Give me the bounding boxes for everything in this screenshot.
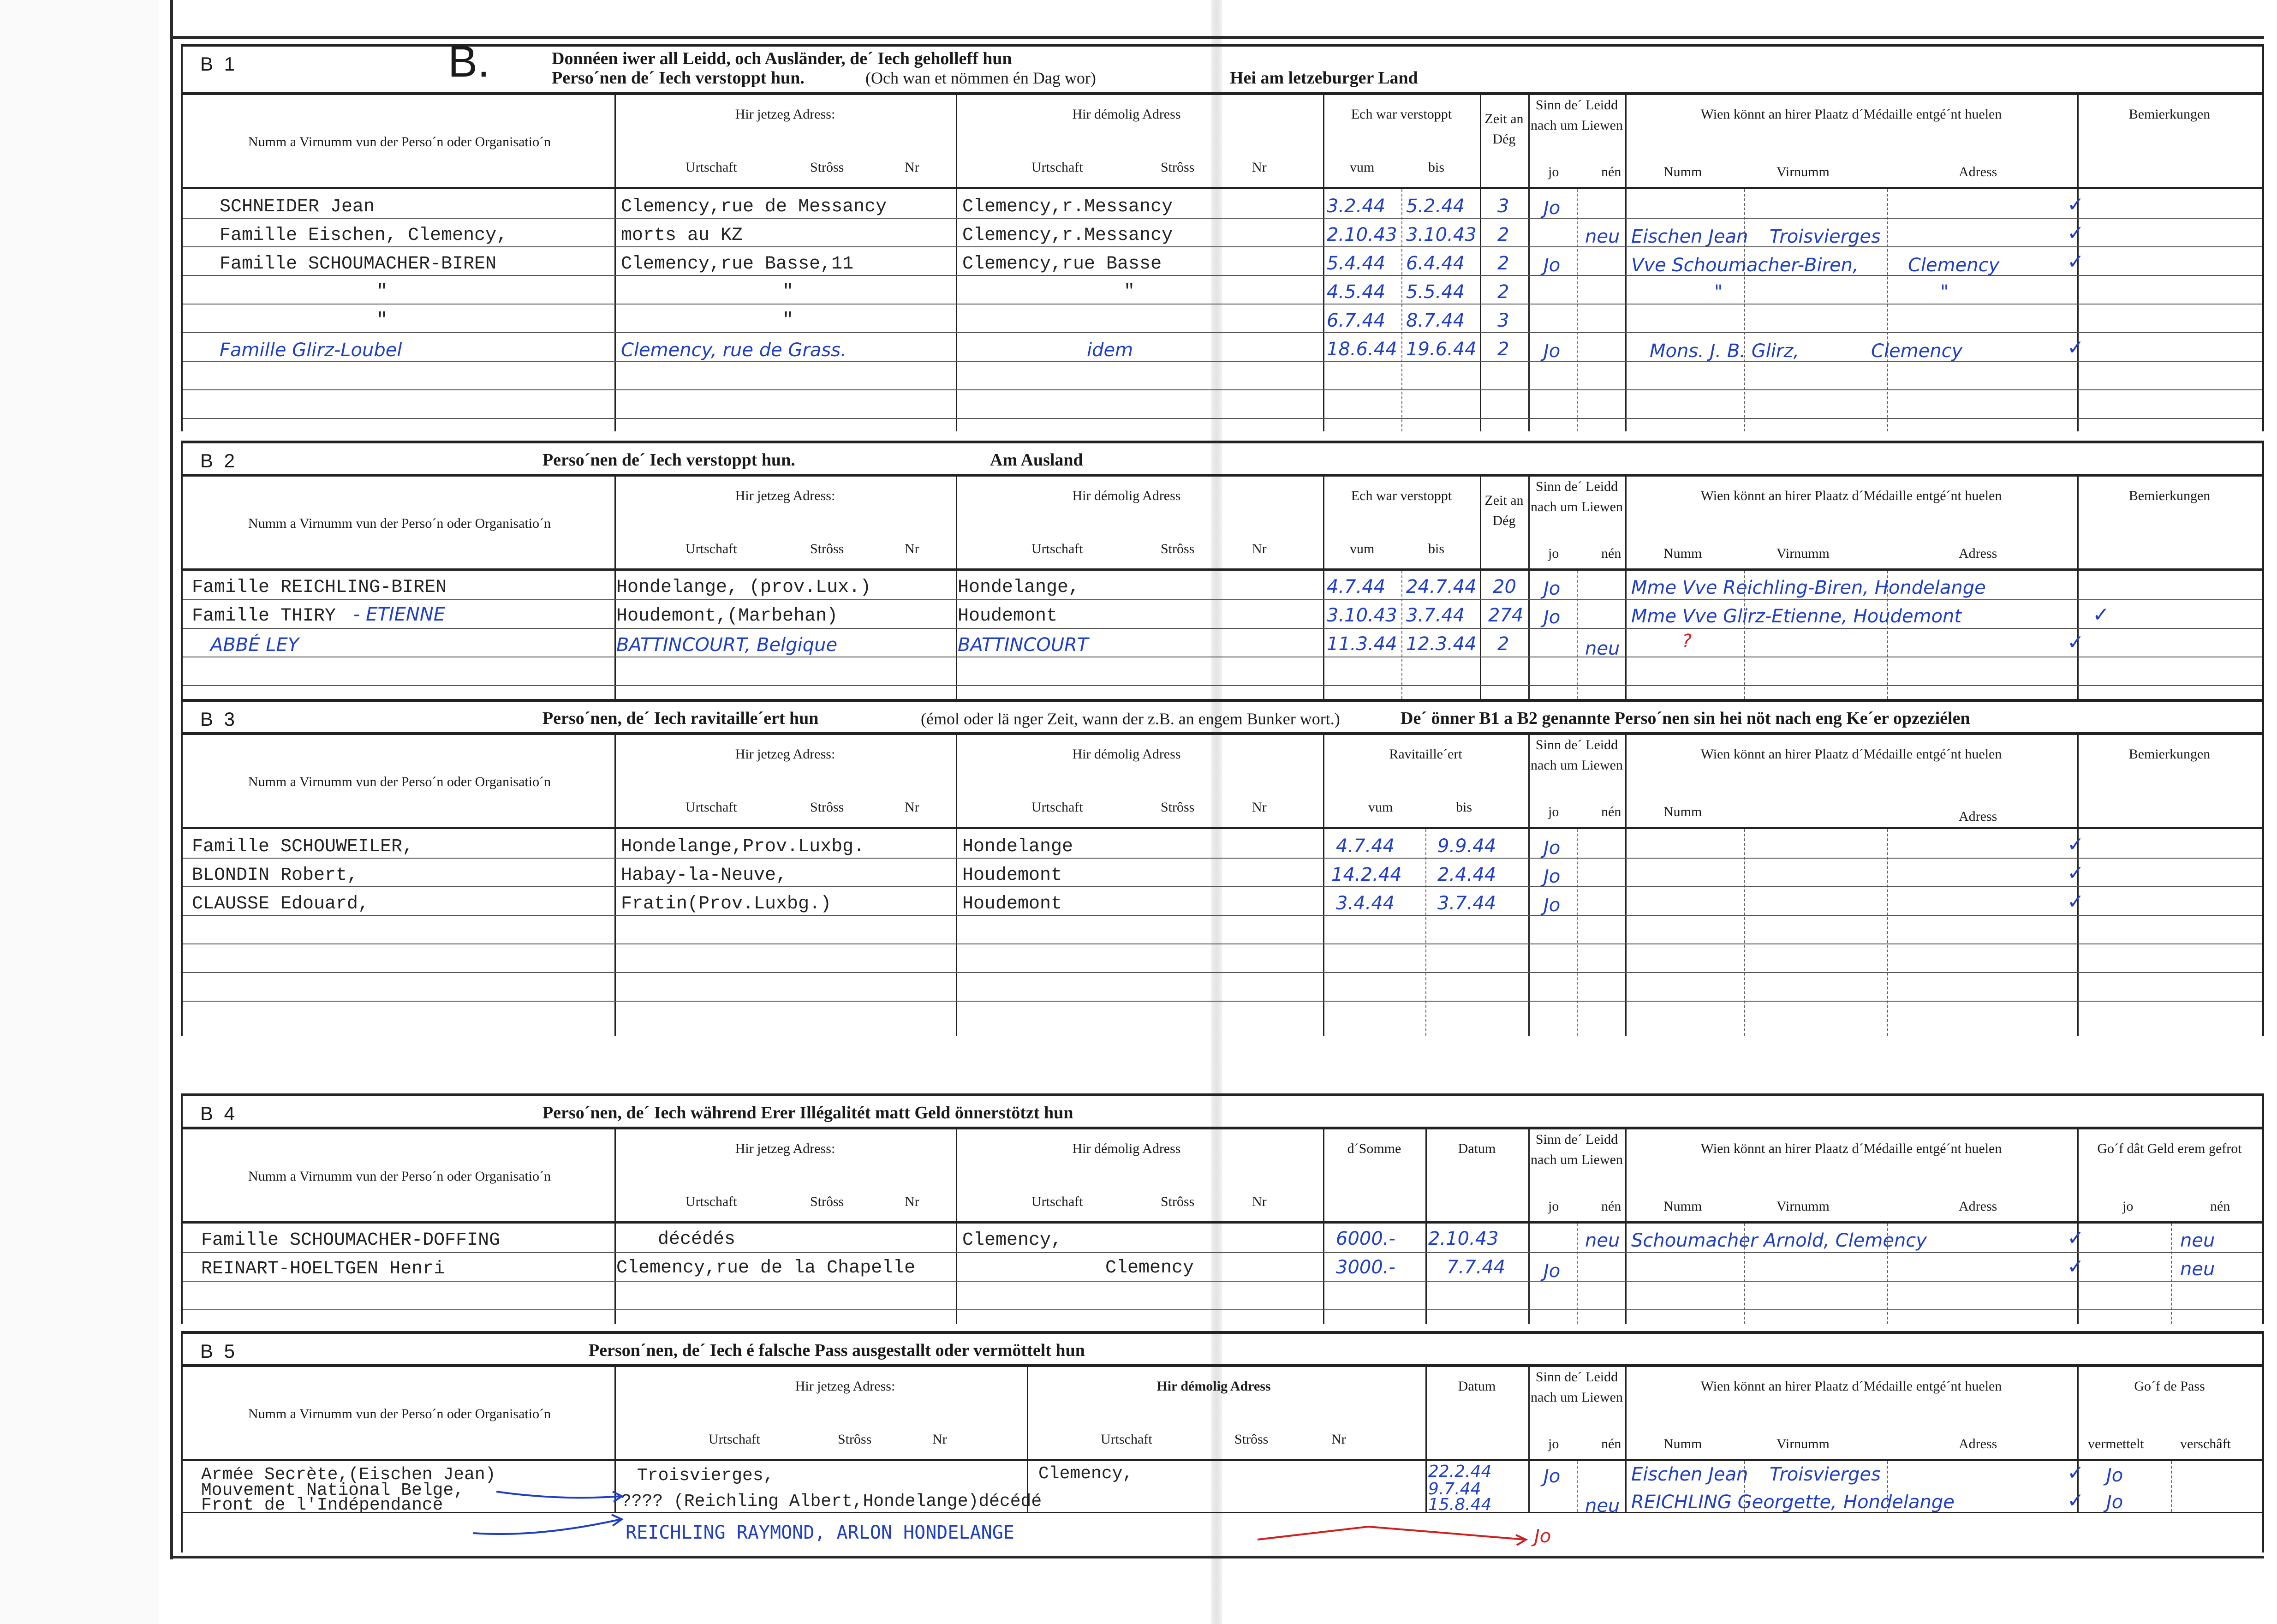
- col-sinn: Sinn de´ Leidd nach um Liewen: [1531, 1132, 1623, 1167]
- row-nen: neu: [1585, 638, 1620, 659]
- section-title: Perso´nen de´ Iech verstoppt hun.: [542, 450, 795, 470]
- section-b3-band: [183, 699, 2262, 732]
- col-stross: Strôss: [810, 1194, 844, 1209]
- row-zeit: 3: [1497, 310, 1509, 331]
- row-jo: Jo: [1544, 607, 1561, 628]
- section-title-2: Perso´nen de´ Iech verstoppt hun.: [552, 68, 805, 88]
- row-vum: 5.4.44: [1327, 253, 1386, 274]
- section-subtitle: De´ önner B1 a B2 genannte Perso´nen sin hei nöt nach eng Ke´er opzeziélen: [1401, 709, 1970, 728]
- row-name: Famille SCHOUMACHER-DOFFING: [201, 1230, 501, 1251]
- col-urtschaft-2: Urtschaft: [1101, 1432, 1152, 1447]
- table-body: [183, 189, 2262, 431]
- row-addr-then: Houdemont: [962, 894, 1062, 914]
- table-body: [183, 571, 2262, 699]
- section-b4-band: [183, 1093, 2262, 1127]
- section-subtitle: Am Ausland: [990, 450, 1083, 470]
- row-name: Famille THIRY: [192, 606, 336, 627]
- table-row: [183, 389, 2262, 419]
- row-addr-now: ???? (Reichling Albert,Hondelange)décédé: [621, 1492, 1042, 1511]
- row-somme: 3000.-: [1336, 1257, 1395, 1278]
- col-hir-demolig: Hir démolig Adress: [1072, 488, 1181, 503]
- row-name: Front de l'Indépendance: [201, 1495, 443, 1515]
- row-vir: ": [1940, 281, 1949, 303]
- row-name: Famille SCHOUMACHER-BIREN: [220, 254, 497, 275]
- col-sinn: Sinn de´ Leidd nach um Liewen: [1531, 1369, 1623, 1405]
- section-title: Donnéen iwer all Leidd, och Ausländer, de´ Iech geholleff hun: [552, 49, 1012, 68]
- section-b1-band: [183, 37, 2262, 92]
- col-hir-jetzeg: Hir jetzeg Adress:: [735, 1141, 835, 1156]
- col-nr-2: Nr: [1252, 541, 1267, 556]
- col-virnumm: Virnumm: [1776, 1199, 1830, 1214]
- col-stross: Strôss: [810, 541, 844, 556]
- row-name: ": [376, 281, 388, 302]
- col-gof-dat: Go´f dât Geld erem gefrot: [2097, 1141, 2242, 1156]
- col-bis: bis: [1456, 800, 1472, 815]
- col-nr: Nr: [905, 541, 919, 556]
- row-zeit: 20: [1493, 576, 1516, 597]
- row-addr-then: Clemency,: [1038, 1464, 1133, 1484]
- table-row: [183, 943, 2262, 973]
- row-name: Mouvement National Belge,: [201, 1481, 465, 1500]
- col-numm: Numm: [1663, 546, 1702, 561]
- check-mark-icon: ✓: [2067, 193, 2084, 216]
- scan-margin: [0, 0, 159, 1624]
- col-hir-jetzeg: Hir jetzeg Adress:: [735, 746, 835, 762]
- col-virnumm: Virnumm: [1776, 1436, 1830, 1451]
- col-bis: bis: [1428, 541, 1445, 556]
- col-wien: Wien könnt an hirer Plaatz d´Médaille entgé´nt huelen: [1700, 746, 2002, 762]
- section-code: B 4: [200, 1103, 238, 1124]
- col-urtschaft: Urtschaft: [685, 160, 737, 175]
- row-datum: 2.10.43: [1428, 1228, 1499, 1249]
- col-stross: Strôss: [810, 160, 844, 175]
- table-header: [183, 1364, 2262, 1461]
- row-addr-then: Clemency,r.Messancy: [962, 197, 1173, 217]
- row-addr-now: Hondelange,Prov.Luxbg.: [621, 836, 865, 857]
- row-addr-then: Houdemont: [962, 865, 1062, 886]
- row-gof-nen: neu: [2180, 1230, 2215, 1251]
- col-urtschaft: Urtschaft: [685, 800, 737, 815]
- row-bis: 3.7.44: [1437, 893, 1496, 914]
- col-gof-pass: Go´f de Pass: [2134, 1379, 2205, 1394]
- row-addr-now: BATTINCOURT, Belgique: [616, 634, 838, 656]
- col-nr: Nr: [932, 1432, 947, 1447]
- row-addr-now: morts au KZ: [621, 225, 743, 246]
- row-addr-now: Houdemont,(Marbehan): [616, 606, 838, 627]
- row-addr-now: Clemency, rue de Grass.: [621, 340, 846, 361]
- col-nen: nén: [1601, 546, 1621, 561]
- row-name: ABBÉ LEY: [210, 634, 299, 656]
- row-vir: Troisvierges: [1770, 226, 1881, 247]
- check-mark-icon: ✓: [2067, 1489, 2084, 1512]
- form-letter: B.: [448, 37, 490, 86]
- col-numm: Numm: [1663, 164, 1702, 179]
- section-b5: [181, 1331, 2264, 1552]
- row-name: Famille SCHOUWEILER,: [192, 836, 414, 857]
- outer-frame-bottom: [170, 1556, 2264, 1558]
- row-bis: 12.3.44: [1406, 633, 1477, 655]
- row-bis: 5.5.44: [1406, 281, 1465, 303]
- row-addr-then: Houdemont: [958, 606, 1058, 627]
- col-urtschaft: Urtschaft: [685, 1194, 737, 1209]
- col-datum: Datum: [1458, 1379, 1496, 1394]
- row-medal: Schoumacher Arnold, Clemency: [1631, 1230, 1927, 1251]
- col-ravitailleert: Ravitaille´ert: [1389, 746, 1462, 762]
- section-title: Person´nen, de´ Iech é falsche Pass ausgestallt oder vermöttelt hun: [589, 1341, 1085, 1360]
- section-b4: [181, 1093, 2264, 1324]
- row-addr-then: BATTINCOURT: [958, 634, 1089, 656]
- col-name: Numm a Virnumm vun der Perso´n oder Organisatio´n: [248, 1406, 551, 1421]
- row-datum: 9.7.44: [1428, 1480, 1481, 1499]
- row-jo: Jo: [1544, 866, 1561, 887]
- col-wien: Wien könnt an hirer Plaatz d´Médaille entgé´nt huelen: [1700, 107, 2002, 122]
- section-b5-band: [183, 1331, 2262, 1364]
- row-zeit: 2: [1497, 281, 1509, 303]
- row-vum: 11.3.44: [1327, 633, 1397, 655]
- row-jo: Jo: [1544, 578, 1561, 599]
- section-code: B 2: [200, 450, 238, 472]
- row-addr-then: Clemency,r.Messancy: [962, 225, 1173, 246]
- col-nen: nén: [1601, 1199, 1621, 1214]
- col-wien: Wien könnt an hirer Plaatz d´Médaille entgé´nt huelen: [1700, 488, 2002, 503]
- row-nen: neu: [1585, 226, 1620, 247]
- col-urtschaft-2: Urtschaft: [1031, 541, 1083, 556]
- row-addr-then: Clemency,: [962, 1230, 1062, 1251]
- row-jo: Jo: [1544, 255, 1561, 276]
- table-header: [183, 474, 2262, 571]
- col-adress: Adress: [1959, 164, 1997, 179]
- col-stross-2: Strôss: [1161, 541, 1195, 556]
- row-vir: Troisvierges: [1770, 1464, 1881, 1485]
- row-name: ": [376, 310, 388, 331]
- row-zeit: 2: [1497, 633, 1509, 655]
- row-bis: 6.4.44: [1406, 253, 1465, 274]
- col-numm: Numm: [1663, 804, 1702, 819]
- row-addr-now: Hondelange, (prov.Lux.): [616, 577, 871, 598]
- row-vum: 4.7.44: [1336, 836, 1395, 857]
- table-row: [183, 628, 2262, 657]
- col-vum: vum: [1368, 800, 1393, 815]
- check-mark-icon: ✓: [2067, 1226, 2084, 1250]
- table-header: [183, 92, 2262, 189]
- row-vum: 3.10.43: [1327, 605, 1397, 626]
- check-mark-icon: ✓: [2067, 1461, 2084, 1485]
- col-bis: bis: [1428, 160, 1445, 175]
- row-vum: 14.2.44: [1331, 864, 1402, 885]
- col-somme: d´Somme: [1347, 1141, 1401, 1156]
- table-row: [183, 361, 2262, 390]
- row-zeit: 3: [1497, 196, 1509, 217]
- col-jo: jo: [1548, 1436, 1559, 1451]
- table-row: [183, 304, 2262, 333]
- table-header: [183, 1127, 2262, 1224]
- col-sinn: Sinn de´ Leidd nach um Liewen: [1531, 97, 1623, 133]
- row-datum: 15.8.44: [1428, 1495, 1492, 1514]
- row-medal: Eischen Jean: [1631, 226, 1748, 247]
- col-nr-2: Nr: [1331, 1432, 1346, 1447]
- col-zeit: Zeit an Dég: [1484, 493, 1524, 528]
- row-addr-then: ": [1124, 281, 1135, 302]
- section-b3: [181, 699, 2264, 1036]
- col-nr-2: Nr: [1252, 160, 1267, 175]
- col-datum: Datum: [1458, 1141, 1496, 1156]
- arrow-icon: [469, 1487, 626, 1542]
- row-addr-then: Hondelange,: [958, 577, 1080, 598]
- row-zeit: 274: [1488, 605, 1524, 626]
- row-name: Famille REICHLING-BIREN: [192, 577, 447, 598]
- col-nr: Nr: [905, 160, 919, 175]
- table-row: [183, 829, 2262, 859]
- row-name: BLONDIN Robert,: [192, 865, 358, 886]
- col-nr-2: Nr: [1252, 1194, 1267, 1209]
- col-bemierkungen: Bemierkungen: [2128, 746, 2211, 762]
- row-medal: ": [1714, 281, 1723, 303]
- check-mark-icon: ✓: [2067, 833, 2084, 856]
- col-sinn: Sinn de´ Leidd nach um Liewen: [1531, 479, 1623, 514]
- check-mark-icon: ✓: [2067, 890, 2084, 914]
- col-stross: Strôss: [838, 1432, 872, 1447]
- row-bis: 8.7.44: [1406, 310, 1465, 331]
- row-name-addition: - ETIENNE: [353, 604, 446, 625]
- row-name: Famille Glirz-Loubel: [220, 340, 402, 361]
- section-code: B 1: [200, 53, 238, 75]
- col-name: Numm a Virnumm vun der Perso´n oder Organisatio´n: [248, 1169, 551, 1184]
- row-zeit: 2: [1497, 253, 1509, 274]
- col-urtschaft: Urtschaft: [709, 1432, 760, 1447]
- row-zeit: 2: [1497, 339, 1509, 360]
- row-vum: 4.7.44: [1327, 576, 1386, 597]
- col-jo: jo: [1548, 164, 1559, 179]
- col-bemierkungen: Bemierkungen: [2128, 488, 2211, 503]
- row-bis: 2.4.44: [1437, 864, 1496, 885]
- col-urtschaft-2: Urtschaft: [1031, 1194, 1083, 1209]
- row-addr-then: idem: [1087, 340, 1133, 361]
- section-b2: [181, 441, 2264, 699]
- col-hir-jetzeg: Hir jetzeg Adress:: [735, 107, 835, 122]
- row-medal: ?: [1682, 631, 1692, 652]
- footnote-handwritten: REICHLING RAYMOND, ARLON HONDELANGE: [626, 1522, 1014, 1543]
- col-verschaft: verschâft: [2180, 1436, 2231, 1451]
- form-sheet: [181, 37, 2264, 1552]
- col-jo: jo: [1548, 546, 1559, 561]
- section-note: (Och wan et nömmen én Dag wor): [865, 69, 1096, 87]
- row-name: Armée Secrète,(Eischen Jean): [201, 1465, 496, 1485]
- table-row: [183, 886, 2262, 916]
- section-title: Perso´nen, de´ Iech während Erer Illégalitét matt Geld önnerstötzt hun: [542, 1103, 1073, 1122]
- col-vum: vum: [1350, 160, 1375, 175]
- row-bis: 24.7.44: [1406, 576, 1477, 597]
- check-mark-icon: ✓: [2067, 336, 2084, 359]
- col-stross-2: Strôss: [1161, 1194, 1195, 1209]
- arrow-icon: [1253, 1521, 1530, 1549]
- row-name: Famille Eischen, Clemency,: [220, 225, 508, 246]
- row-bis: 9.9.44: [1437, 836, 1496, 857]
- col-hir-demolig: Hir démolig Adress: [1156, 1379, 1271, 1394]
- col-adress: Adress: [1959, 1436, 1997, 1451]
- col-zeit: Zeit an Dég: [1484, 111, 1524, 147]
- col-stross-2: Strôss: [1161, 800, 1195, 815]
- footnote-red: Jo: [1534, 1526, 1551, 1547]
- table-row: [183, 1281, 2262, 1310]
- row-gof-nen: neu: [2180, 1259, 2215, 1280]
- check-mark-icon: ✓: [2067, 250, 2084, 274]
- section-code: B 3: [200, 708, 238, 730]
- col-adress: Adress: [1959, 546, 1997, 561]
- check-mark-icon: ✓: [2067, 1255, 2084, 1278]
- row-vum: 18.6.44: [1327, 339, 1397, 360]
- col-numm: Numm: [1663, 1199, 1702, 1214]
- col-adress: Adress: [1959, 809, 1997, 824]
- section-b1: [181, 37, 2264, 431]
- col-ech-war: Ech war verstoppt: [1351, 488, 1452, 503]
- row-addr-now: Fratin(Prov.Luxbg.): [621, 894, 832, 914]
- col-nr-2: Nr: [1252, 800, 1267, 815]
- table-row: [183, 1252, 2262, 1282]
- row-vir: Clemency: [1871, 340, 1963, 362]
- col-hir-demolig: Hir démolig Adress: [1072, 746, 1181, 762]
- col-vermettelt: vermettelt: [2088, 1436, 2144, 1451]
- col-virnumm: Virnumm: [1776, 546, 1830, 561]
- col-name: Numm a Virnumm vun der Perso´n oder Organisatio´n: [248, 134, 551, 149]
- row-vum: 3.4.44: [1336, 893, 1395, 914]
- row-jo: Jo: [1544, 1466, 1561, 1487]
- table-row: [183, 972, 2262, 1002]
- row-nen: neu: [1585, 1495, 1620, 1517]
- row-bis: 3.7.44: [1406, 605, 1465, 626]
- row-medal: Vve Schoumacher-Biren,: [1631, 255, 1859, 276]
- table-row: [183, 858, 2262, 887]
- col-jo: jo: [1548, 1199, 1559, 1214]
- row-medal: Mme Vve Reichling-Biren, Hondelange: [1631, 577, 1986, 598]
- table-row: [183, 915, 2262, 944]
- row-addr-then: Hondelange: [962, 836, 1073, 857]
- row-vir: Hondelange: [1843, 1492, 1955, 1513]
- row-vermettelt: Jo: [2106, 1465, 2123, 1486]
- col-sinn: Sinn de´ Leidd nach um Liewen: [1531, 737, 1623, 773]
- outer-frame-left: [170, 0, 173, 1559]
- table-row: [183, 189, 2262, 219]
- col-name: Numm a Virnumm vun der Perso´n oder Organisatio´n: [248, 516, 551, 531]
- row-bis: 5.2.44: [1406, 196, 1465, 217]
- check-mark-icon: ✓: [2092, 603, 2110, 627]
- col-urtschaft: Urtschaft: [685, 541, 737, 556]
- col-adress: Adress: [1959, 1199, 1997, 1214]
- row-datum: 7.7.44: [1447, 1257, 1506, 1278]
- col-nr: Nr: [905, 1194, 919, 1209]
- col-urtschaft-2: Urtschaft: [1031, 160, 1083, 175]
- col-stross-2: Strôss: [1161, 160, 1195, 175]
- col-stross-2: Strôss: [1234, 1432, 1269, 1447]
- row-jo: Jo: [1544, 895, 1561, 916]
- col-nr: Nr: [905, 800, 919, 815]
- row-addr-then: Clemency,rue Basse: [962, 254, 1162, 275]
- row-bis: 3.10.43: [1406, 224, 1477, 245]
- check-mark-icon: ✓: [2067, 221, 2084, 245]
- row-addr-now: Clemency,rue de la Chapelle: [616, 1258, 916, 1278]
- table-body: [183, 1224, 2262, 1324]
- col-ech-war: Ech war verstoppt: [1351, 107, 1452, 122]
- row-vum: 4.5.44: [1327, 281, 1386, 303]
- col-jo: jo: [1548, 804, 1559, 819]
- section-note: (émol oder lä nger Zeit, wann der z.B. an engem Bunker wort.): [921, 710, 1340, 728]
- table-row: [183, 275, 2262, 304]
- row-somme: 6000.-: [1336, 1228, 1395, 1249]
- row-addr-now: Habay-la-Neuve,: [621, 865, 787, 886]
- col-nen: nén: [1601, 164, 1621, 179]
- col-hir-jetzeg: Hir jetzeg Adress:: [795, 1379, 895, 1394]
- col-wien: Wien könnt an hirer Plaatz d´Médaille entgé´nt huelen: [1700, 1379, 2002, 1394]
- col-virnumm: Virnumm: [1776, 164, 1830, 179]
- col-hir-demolig: Hir démolig Adress: [1072, 107, 1181, 122]
- col-stross: Strôss: [810, 800, 844, 815]
- row-name: SCHNEIDER Jean: [220, 197, 375, 217]
- row-addr-now: décédés: [658, 1229, 736, 1250]
- table-header: [183, 732, 2262, 829]
- col-name: Numm a Virnumm vun der Perso´n oder Organisatio´n: [248, 774, 551, 789]
- row-bis: 19.6.44: [1406, 339, 1477, 360]
- row-vir: Clemency: [1908, 255, 2000, 276]
- row-medal: Mons. J. B. Glirz,: [1650, 340, 1800, 362]
- row-zeit: 2: [1497, 224, 1509, 245]
- row-vum: 3.2.44: [1327, 196, 1386, 217]
- table-row: [183, 657, 2262, 686]
- check-mark-icon: ✓: [2067, 631, 2084, 654]
- row-nen: neu: [1585, 1230, 1620, 1251]
- section-title: Perso´nen, de´ Iech ravitaille´ert hun: [542, 709, 819, 728]
- row-jo: Jo: [1544, 197, 1561, 219]
- row-name: REINART-HOELTGEN Henri: [201, 1259, 445, 1279]
- col-bemierkungen: Bemierkungen: [2128, 107, 2211, 122]
- check-mark-icon: ✓: [2067, 861, 2084, 885]
- row-datum: 22.2.44: [1428, 1462, 1492, 1481]
- row-medal: Eischen Jean: [1631, 1464, 1748, 1485]
- section-subtitle: Hei am letzeburger Land: [1230, 68, 1418, 88]
- table-body: [183, 1461, 2262, 1552]
- row-medal: REICHLING Georgette,: [1631, 1492, 1837, 1513]
- col-urtschaft-2: Urtschaft: [1031, 800, 1083, 815]
- col-wien: Wien könnt an hirer Plaatz d´Médaille entgé´nt huelen: [1700, 1141, 2002, 1156]
- col-hir-jetzeg: Hir jetzeg Adress:: [735, 488, 835, 503]
- row-addr-now: Clemency,rue Basse,11: [621, 254, 854, 275]
- row-jo: Jo: [1544, 837, 1561, 859]
- row-medal: Mme Vve Glirz-Etienne, Houdemont: [1631, 606, 1962, 627]
- row-addr-now: ": [782, 310, 794, 331]
- section-code: B 5: [200, 1340, 238, 1362]
- row-addr-then: Clemency: [1105, 1258, 1194, 1278]
- col-hir-demolig: Hir démolig Adress: [1072, 1141, 1181, 1156]
- table-body: [183, 829, 2262, 1036]
- col-gof-nen: nén: [2210, 1199, 2230, 1214]
- col-nen: nén: [1601, 1436, 1621, 1451]
- row-jo: Jo: [1544, 1260, 1561, 1282]
- row-addr-now: Troisvierges,: [637, 1466, 774, 1486]
- col-gof-jo: jo: [2122, 1199, 2134, 1214]
- col-nen: nén: [1601, 804, 1621, 819]
- col-vum: vum: [1350, 541, 1375, 556]
- row-name: CLAUSSE Edouard,: [192, 894, 370, 914]
- row-vum: 2.10.43: [1327, 224, 1397, 245]
- row-vum: 6.7.44: [1327, 310, 1386, 331]
- col-numm: Numm: [1663, 1436, 1702, 1451]
- section-b2-band: [183, 441, 2262, 474]
- row-jo: Jo: [1544, 340, 1561, 362]
- row-addr-now: Clemency,rue de Messancy: [621, 197, 887, 217]
- row-vermettelt: Jo: [2106, 1492, 2123, 1513]
- row-addr-now: ": [782, 281, 794, 302]
